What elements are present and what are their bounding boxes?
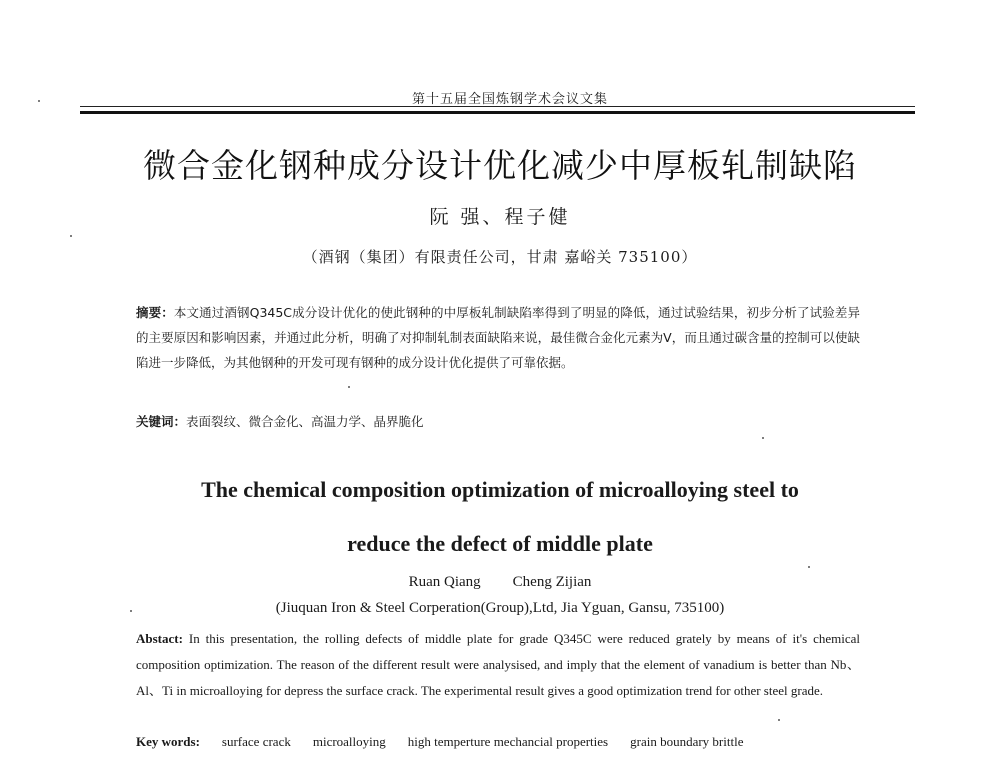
scan-speck <box>70 235 72 237</box>
scan-speck <box>348 386 350 388</box>
chinese-keywords <box>136 412 860 432</box>
english-abstract-label: Abstact: <box>136 631 183 646</box>
scan-speck <box>130 610 132 612</box>
english-author-2: Cheng Zijian <box>512 574 592 590</box>
header-rule-thick <box>80 111 915 114</box>
chinese-title: 微合金化钢种成分设计优化减少中厚板轧制缺陷 <box>143 146 857 185</box>
english-affiliation: (Jiuquan Iron & Steel Corperation(Group),Ltd, Jia Yguan, Gansu, 735100) <box>275 600 725 616</box>
running-header: 第十五届全国炼钢学术会议文集 <box>411 92 608 107</box>
english-title-line-2: reduce the defect of middle plate <box>347 531 653 556</box>
keyword: microalloying <box>312 734 386 749</box>
keyword: surface crack <box>221 734 291 749</box>
scan-speck <box>38 100 40 102</box>
scan-speck <box>778 719 780 721</box>
english-author-1: Ruan Qiang <box>408 574 481 590</box>
chinese-authors: 阮 强、程子健 <box>429 206 571 228</box>
keyword: high temperture mechancial properties <box>407 734 609 749</box>
scan-speck <box>762 437 764 439</box>
english-authors <box>0 574 1000 591</box>
chinese-keywords-text: 表面裂纹、微合金化、高温力学、晶界脆化 <box>186 414 424 429</box>
chinese-abstract <box>136 300 860 375</box>
english-keywords-label: Key words: <box>136 734 200 749</box>
english-keywords <box>136 734 896 750</box>
chinese-abstract-text: 本文通过酒钢Q345C成分设计优化的使此钢种的中厚板轧制缺陷率得到了明显的降低，通过试验结果，初步分析了试验差异的主要原因和影响因素，并通过此分析，明确了对抑制轧制表面缺陷来说，最佳微合金化元素为V，而且通过碳含量的控制可以使缺陷进一步降低，为其他钢种的开发可现有钢种的成分设计优化提供了可靠依据。 <box>136 305 860 370</box>
header-rule-thin <box>80 106 915 107</box>
chinese-keywords-label: 关键词： <box>136 414 187 429</box>
english-abstract <box>136 626 860 704</box>
english-title-line-1: The chemical composition optimization of microalloying steel to <box>201 477 799 502</box>
chinese-abstract-label: 摘要： <box>136 305 174 320</box>
english-abstract-text: In this presentation, the rolling defects of middle plate for grade Q345C were reduced grately by means of it's chemical composition optimization. The reason of the different result were analysised, and imply that the element of vanadium is better than Nb、Al、Ti in microalloying for depress the surface crack. The experimental result gives a good optimization trend for other steel grade. <box>136 631 860 698</box>
keyword: grain boundary brittle <box>630 734 744 749</box>
chinese-affiliation: （酒钢（集团）有限责任公司，甘肃 嘉峪关 735100） <box>302 248 698 266</box>
scan-speck <box>808 566 810 568</box>
